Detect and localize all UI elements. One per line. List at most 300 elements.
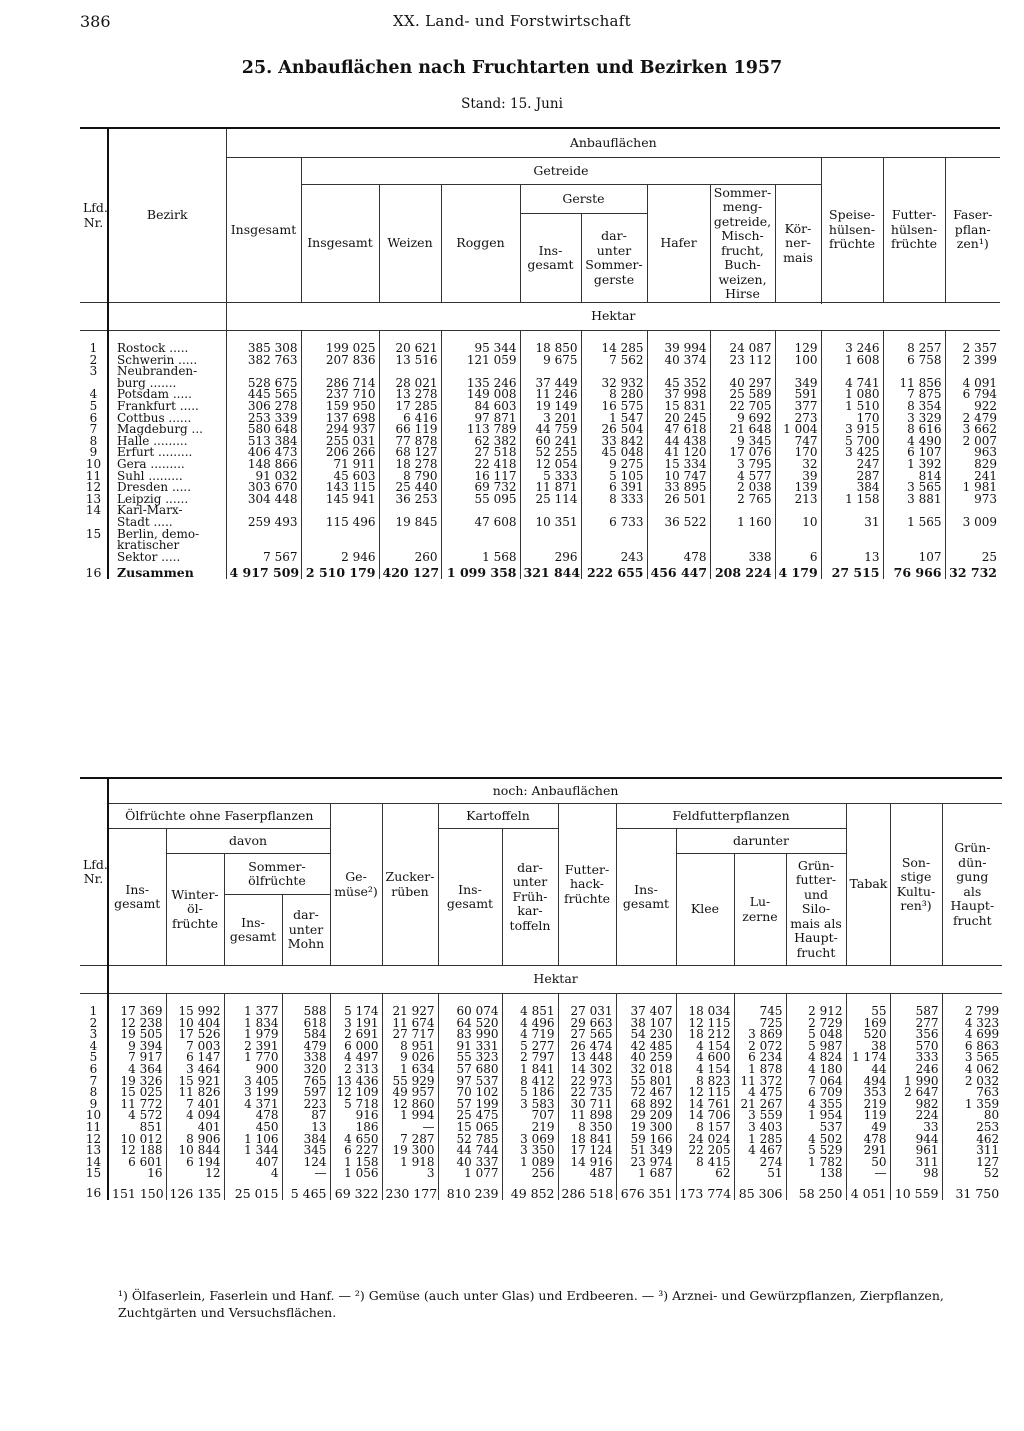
table-cell: 8 951 [382, 1041, 438, 1053]
table-cell: 763 [942, 1087, 1002, 1099]
header2-lfd-nr: Lfd. Nr. [80, 778, 108, 966]
table-cell: 77 878 [379, 436, 441, 448]
table-row [80, 331, 1000, 355]
table-cell: 31 [821, 517, 883, 529]
table-cell: 814 [883, 471, 945, 483]
table-cell: 145 941 [301, 494, 379, 506]
table-subtitle: Stand: 15. Juni [461, 96, 563, 112]
row-number: 16 [85, 1185, 102, 1200]
bezirk-name: Neubranden- [108, 366, 226, 378]
table-cell: 33 [890, 1122, 942, 1134]
table-cell: 944 [890, 1134, 942, 1146]
table-cell: 91 331 [438, 1041, 502, 1053]
table-cell: 129 [775, 331, 821, 355]
table-cell: 27 565 [558, 1029, 616, 1041]
table-cell: 11 772 [108, 1099, 166, 1111]
header2-unit-hektar: Hektar [108, 966, 1002, 994]
table-cell: 51 [734, 1168, 786, 1180]
table-cell: 37 449 [520, 378, 581, 390]
table-cell: 587 [890, 994, 942, 1018]
table-cell: 12 115 [676, 1018, 734, 1030]
table-cell: 4 475 [734, 1087, 786, 1099]
table-cell: 57 680 [438, 1064, 502, 1076]
table-cell: 32 [775, 459, 821, 471]
table-cell: 6 794 [945, 389, 1000, 401]
table-cell: 12 115 [676, 1087, 734, 1099]
table-cell: 72 467 [616, 1087, 676, 1099]
table-cell: 2 313 [330, 1064, 382, 1076]
table-cell: 6 416 [379, 413, 441, 425]
table-cell [710, 529, 775, 541]
table-cell: 12 109 [330, 1087, 382, 1099]
table-cell: 2 765 [710, 494, 775, 506]
row-number: 7 [89, 1073, 98, 1088]
bezirk-name: Halle ......... [108, 436, 226, 448]
table-cell: 7 562 [581, 355, 647, 367]
table-cell: 4 851 [502, 994, 558, 1018]
table-cell: 291 [846, 1145, 890, 1157]
table-cell: 20 245 [647, 413, 710, 425]
table-cell: 44 759 [520, 424, 581, 436]
table-cell: 21 927 [382, 994, 438, 1018]
table-cell: 513 384 [226, 436, 301, 448]
bezirk-name: Gera ......... [108, 459, 226, 471]
table-cell: 1 954 [786, 1110, 846, 1122]
footnotes: ¹) Ölfaserlein, Faserlein und Hanf. — ²) Gemüse (auch unter Glas) und Erdbeeren. — ³) Arznei- und Gewürzpflanzen, Zierpflanzen, Zuchtgärten und Versuchsflächen. [118, 1288, 944, 1320]
table-cell: 20 621 [379, 331, 441, 355]
table-cell: 6 733 [581, 517, 647, 529]
table-cell: 199 025 [301, 331, 379, 355]
table-cell: 23 974 [616, 1157, 676, 1169]
bezirk-name: Leipzig ...... [108, 494, 226, 506]
total-cell: 151 150 [108, 1180, 166, 1200]
table-cell: 17 526 [166, 1029, 224, 1041]
total-cell: 69 322 [330, 1180, 382, 1200]
header-hafer: Hafer [647, 185, 710, 303]
table-cell: 219 [502, 1122, 558, 1134]
table-cell: 445 565 [226, 389, 301, 401]
table-cell: 900 [224, 1064, 282, 1076]
table-cell: 5 700 [821, 436, 883, 448]
table-cell: 311 [890, 1157, 942, 1169]
table-cell: 11 871 [520, 482, 581, 494]
bezirk-name: Cottbus ...... [108, 413, 226, 425]
table-cell: 3 565 [883, 482, 945, 494]
table-cell: 98 [890, 1168, 942, 1180]
table-cell: 255 031 [301, 436, 379, 448]
header-winteroelfruechte: Winter- öl- früchte [166, 854, 224, 966]
table-cell: 5 529 [786, 1145, 846, 1157]
bezirk-name: Dresden ..... [108, 482, 226, 494]
table-cell: 2 357 [945, 331, 1000, 355]
header-oelfruechte: Ölfrüchte ohne Faserpflanzen [108, 804, 330, 829]
total-cell: 4 051 [846, 1180, 890, 1200]
table-cell: 1 608 [821, 355, 883, 367]
table-cell: 3 199 [224, 1087, 282, 1099]
table-cell: 143 115 [301, 482, 379, 494]
row-number: 7 [89, 422, 98, 437]
table-cell: 8 157 [676, 1122, 734, 1134]
table-cell: 982 [890, 1099, 942, 1111]
total-cell: 25 015 [224, 1180, 282, 1200]
table-cell: 1 547 [581, 413, 647, 425]
table-cell: 725 [734, 1018, 786, 1030]
table-cell: 54 230 [616, 1029, 676, 1041]
table-cell: 135 246 [441, 378, 520, 390]
table-cell: 584 [282, 1029, 330, 1041]
header-faserpflanzen: Faser- pflan- zen¹) [945, 158, 1000, 303]
table-cell: 11 856 [883, 378, 945, 390]
header-anbauflaechen: Anbauflächen [226, 128, 1000, 158]
table-cell: 37 407 [616, 994, 676, 1018]
bezirk-name: Potsdam ..... [108, 389, 226, 401]
table-cell: 15 831 [647, 401, 710, 413]
table-cell: 11 826 [166, 1087, 224, 1099]
total-cell: 27 515 [821, 563, 883, 579]
table-cell: 12 054 [520, 459, 581, 471]
table-cell: 1 634 [382, 1064, 438, 1076]
table-cell: 12 860 [382, 1099, 438, 1111]
table-cell: 16 [108, 1168, 166, 1180]
table-cell: 19 300 [382, 1145, 438, 1157]
table-cell: 207 836 [301, 355, 379, 367]
row-number: 15 [85, 526, 102, 541]
table-cell: 87 [282, 1110, 330, 1122]
table-cell: 159 950 [301, 401, 379, 413]
table-cell: 1 565 [883, 517, 945, 529]
table-cell: 169 [846, 1018, 890, 1030]
table-cell: 241 [945, 471, 1000, 483]
total-cell: 286 518 [558, 1180, 616, 1200]
table-cell: 32 018 [616, 1064, 676, 1076]
table-cell: 3 881 [883, 494, 945, 506]
table-cell: 11 372 [734, 1076, 786, 1088]
table-cell: 40 374 [647, 355, 710, 367]
table-cell: 15 065 [438, 1122, 502, 1134]
table-cell: 71 911 [301, 459, 379, 471]
table-row [80, 529, 1000, 541]
total-cell: 208 224 [710, 563, 775, 579]
table-cell: 41 120 [647, 447, 710, 459]
table-cell: 3 329 [883, 413, 945, 425]
table-cell: 478 [224, 1110, 282, 1122]
table-cell: 186 [330, 1122, 382, 1134]
table-cell: 306 278 [226, 401, 301, 413]
table-cell: 1 344 [224, 1145, 282, 1157]
table-cell: 5 333 [520, 471, 581, 483]
table-cell: 3 009 [945, 517, 1000, 529]
row-number: 3 [89, 1027, 98, 1042]
table-cell: 8 280 [581, 389, 647, 401]
table-cell: 55 801 [616, 1076, 676, 1088]
table-cell: 6 234 [734, 1052, 786, 1064]
row-number: 4 [89, 387, 98, 402]
row-number: 5 [89, 1050, 98, 1065]
table-cell: 62 [676, 1168, 734, 1180]
table-cell: 5 987 [786, 1041, 846, 1053]
header-sonstige-kulturen: Son- stige Kultu- ren³) [890, 804, 942, 966]
table-cell: 148 866 [226, 459, 301, 471]
table-cell: 450 [224, 1122, 282, 1134]
table-cell: 1 004 [775, 424, 821, 436]
header-kartoffeln: Kartoffeln [438, 804, 558, 829]
table-cell: 10 012 [108, 1134, 166, 1146]
row-number: 1 [89, 341, 98, 355]
row-number: 1 [89, 1004, 98, 1018]
table-cell: 219 [846, 1099, 890, 1111]
table-cell: 311 [942, 1145, 1002, 1157]
table-cell: 100 [775, 355, 821, 367]
header-insgesamt: Insgesamt [226, 158, 301, 303]
table-cell [226, 529, 301, 541]
bezirk-name: burg ....... [108, 378, 226, 390]
table-cell: 60 241 [520, 436, 581, 448]
total-cell: 230 177 [382, 1180, 438, 1200]
table-cell: 66 119 [379, 424, 441, 436]
table-cell: 4 323 [942, 1018, 1002, 1030]
table-cell: 14 761 [676, 1099, 734, 1111]
row-number: 9 [89, 1096, 98, 1111]
header-futterhackfruechte: Futter- hack- früchte [558, 804, 616, 966]
table-cell: 16 575 [581, 401, 647, 413]
table-cell: 15 992 [166, 994, 224, 1018]
table-cell: 259 493 [226, 517, 301, 529]
table-cell: 1 080 [821, 389, 883, 401]
table-cell: 8 415 [676, 1157, 734, 1169]
table-cell: 591 [775, 389, 821, 401]
bezirk-name: Karl-Marx- [108, 505, 226, 517]
table-cell: 11 674 [382, 1018, 438, 1030]
table-cell: 765 [282, 1076, 330, 1088]
table-cell: 286 714 [301, 378, 379, 390]
table-cell: 47 618 [647, 424, 710, 436]
table-cell: 4 650 [330, 1134, 382, 1146]
header-gerste: Gerste [520, 185, 647, 214]
bezirk-name: Frankfurt ..... [108, 401, 226, 413]
total-cell: 420 127 [379, 563, 441, 579]
table-cell: 44 438 [647, 436, 710, 448]
header-getreide: Getreide [301, 158, 821, 185]
table-cell [581, 529, 647, 541]
table-cell: 2 399 [945, 355, 1000, 367]
table-cell: 3 201 [520, 413, 581, 425]
table-cell [301, 529, 379, 541]
table-cell: 12 188 [108, 1145, 166, 1157]
header-koernermais: Kör- ner- mais [775, 185, 821, 303]
table-cell: 21 648 [710, 424, 775, 436]
table-cell: 6 391 [581, 482, 647, 494]
table-cell: 5 048 [786, 1029, 846, 1041]
table-cell: 16 117 [441, 471, 520, 483]
table-cell: 107 [883, 552, 945, 564]
table-cell: 478 [647, 552, 710, 564]
table-cell: 4 600 [676, 1052, 734, 1064]
row-number: 11 [85, 468, 102, 483]
total-cell: 1 099 358 [441, 563, 520, 579]
table-cell: 44 [846, 1064, 890, 1076]
total-cell: 5 465 [282, 1180, 330, 1200]
table-cell: 26 474 [558, 1041, 616, 1053]
table-cell [883, 529, 945, 541]
table-cell: 253 [942, 1122, 1002, 1134]
header-kart-insgesamt: Ins- gesamt [438, 829, 502, 966]
table-cell: 17 076 [710, 447, 775, 459]
table-cell: 2 038 [710, 482, 775, 494]
table-cell: 1 089 [502, 1157, 558, 1169]
table-cell: 18 841 [558, 1134, 616, 1146]
chapter-heading: XX. Land- und Forstwirtschaft [393, 12, 631, 30]
table-cell: 15 025 [108, 1087, 166, 1099]
table-cell: 5 277 [502, 1041, 558, 1053]
table-cell: 1 392 [883, 459, 945, 471]
table-cell: 8 333 [581, 494, 647, 506]
table-cell: 273 [775, 413, 821, 425]
table-cell: 14 285 [581, 331, 647, 355]
table-cell [945, 529, 1000, 541]
header-bezirk: Bezirk [108, 128, 226, 303]
table-row [80, 517, 1000, 529]
table-cell: 15 921 [166, 1076, 224, 1088]
table-row [80, 1168, 1002, 1180]
table-cell: 1 878 [734, 1064, 786, 1076]
table-cell: 1 158 [821, 494, 883, 506]
table-cell: 13 448 [558, 1052, 616, 1064]
table-cell: 3 795 [710, 459, 775, 471]
table-cell: 52 [942, 1168, 1002, 1180]
table-cell: 29 209 [616, 1110, 676, 1122]
table-cell: 1 359 [942, 1099, 1002, 1111]
table-cell [821, 529, 883, 541]
table-cell: 6 227 [330, 1145, 382, 1157]
table-cell: 11 246 [520, 389, 581, 401]
total-cell: 76 966 [883, 563, 945, 579]
table-cell: 70 102 [438, 1087, 502, 1099]
row-number: 14 [85, 1154, 102, 1169]
table-cell: 7 917 [108, 1052, 166, 1064]
table-cell: 1 687 [616, 1168, 676, 1180]
table-cell: 3 425 [821, 447, 883, 459]
table-cell: 170 [775, 447, 821, 459]
table-cell: 19 845 [379, 517, 441, 529]
total-cell: 31 750 [942, 1180, 1002, 1200]
total-row [80, 563, 1000, 579]
table-cell: 68 892 [616, 1099, 676, 1111]
table-cell: 2 647 [890, 1087, 942, 1099]
header-getreide-insgesamt: Insgesamt [301, 185, 379, 303]
table-cell: 922 [945, 401, 1000, 413]
table-cell: 5 186 [502, 1087, 558, 1099]
table-cell: 747 [775, 436, 821, 448]
row-number [80, 540, 108, 552]
table-cell: 68 127 [379, 447, 441, 459]
table-cell: 14 916 [558, 1157, 616, 1169]
table-cell: 52 785 [438, 1134, 502, 1146]
table-cell: 243 [581, 552, 647, 564]
total-cell: 456 447 [647, 563, 710, 579]
table-cell: 127 [942, 1157, 1002, 1169]
table-cell: 247 [821, 459, 883, 471]
row-number: 3 [89, 364, 98, 379]
table-cell: 4 497 [330, 1052, 382, 1064]
table-cell: 45 603 [301, 471, 379, 483]
header-sommermenggetreide: Sommer- meng- getreide, Misch- frucht, Buch- weizen, Hirse [710, 185, 775, 303]
header-weizen: Weizen [379, 185, 441, 303]
table-cell: 618 [282, 1018, 330, 1030]
bezirk-name: Suhl ......... [108, 471, 226, 483]
table-cell: 4 719 [502, 1029, 558, 1041]
bezirk-name: Erfurt ......... [108, 447, 226, 459]
table-cell: 1 285 [734, 1134, 786, 1146]
table-cell: 406 473 [226, 447, 301, 459]
table-cell: 1 077 [438, 1168, 502, 1180]
table-cell: 4 154 [676, 1041, 734, 1053]
header-unit-hektar: Hektar [226, 303, 1000, 331]
header-luzerne: Lu- zerne [734, 854, 786, 966]
header-feld-insgesamt: Ins- gesamt [616, 829, 676, 966]
table-cell: 22 705 [710, 401, 775, 413]
table-cell: 8 412 [502, 1076, 558, 1088]
table-cell: 2 691 [330, 1029, 382, 1041]
table-cell: 18 850 [520, 331, 581, 355]
table-cell: 18 034 [676, 994, 734, 1018]
table-cell: 2 007 [945, 436, 1000, 448]
table-cell: 223 [282, 1099, 330, 1111]
table-cell: 25 589 [710, 389, 775, 401]
table-cell: 3 583 [502, 1099, 558, 1111]
table-cell: 3 565 [942, 1052, 1002, 1064]
total-cell: 222 655 [581, 563, 647, 579]
total-label: Zusammen [108, 563, 226, 579]
table-title: 25. Anbauflächen nach Fruchtarten und Bezirken 1957 [241, 58, 783, 78]
table-cell [441, 529, 520, 541]
table-cell: 287 [821, 471, 883, 483]
table-cell: 3 464 [166, 1064, 224, 1076]
table-cell: 30 711 [558, 1099, 616, 1111]
table-cell: 8 823 [676, 1076, 734, 1088]
table-cell: 961 [890, 1145, 942, 1157]
table-cell: 4 824 [786, 1052, 846, 1064]
table-row [80, 552, 1000, 564]
table-cell: 8 350 [558, 1122, 616, 1134]
table-cell [647, 529, 710, 541]
table-cell: 6 863 [942, 1041, 1002, 1053]
table-cell: 7 287 [382, 1134, 438, 1146]
table-cell: 377 [775, 401, 821, 413]
table-cell: 6 194 [166, 1157, 224, 1169]
table-cell: 4 502 [786, 1134, 846, 1146]
table-cell: 963 [945, 447, 1000, 459]
table-cell: 27 031 [558, 994, 616, 1018]
table-cell: 3 191 [330, 1018, 382, 1030]
table-cell: 3 405 [224, 1076, 282, 1088]
table-cell: 64 520 [438, 1018, 502, 1030]
table-cell: 537 [786, 1122, 846, 1134]
table-cell: 4 741 [821, 378, 883, 390]
table-cell: 256 [502, 1168, 558, 1180]
table-cell: 4 355 [786, 1099, 846, 1111]
table-cell: 17 285 [379, 401, 441, 413]
table-cell: 7 875 [883, 389, 945, 401]
table-cell: 385 308 [226, 331, 301, 355]
table-cell: 1 510 [821, 401, 883, 413]
table-cell: 138 [786, 1168, 846, 1180]
table-cell: 478 [846, 1134, 890, 1146]
table-cell: 1 990 [890, 1076, 942, 1088]
table-cell: 10 351 [520, 517, 581, 529]
header-futterhuelsenfruechte: Futter- hülsen- früchte [883, 158, 945, 303]
table-cell: 7 401 [166, 1099, 224, 1111]
table-cell [775, 529, 821, 541]
